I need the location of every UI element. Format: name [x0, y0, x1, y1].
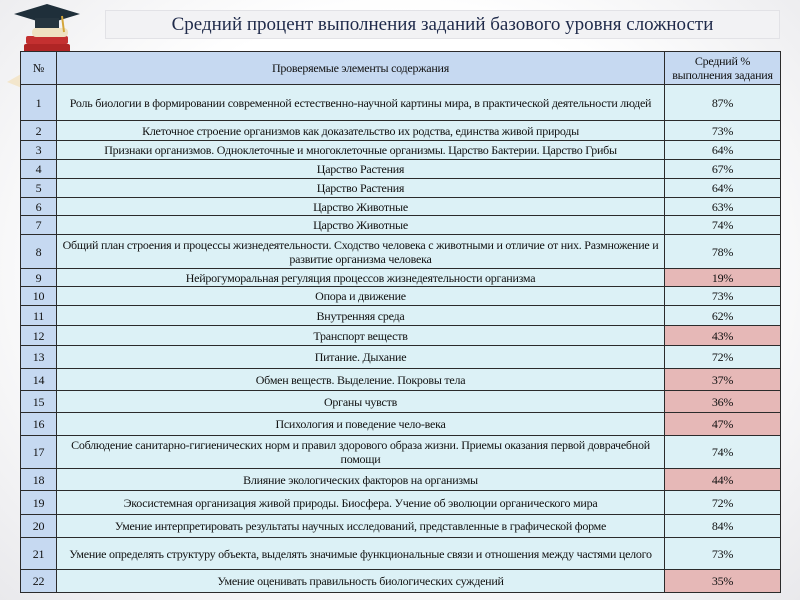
row-topic: Органы чувств: [57, 391, 665, 413]
row-topic: Нейрогуморальная регуляция процессов жизнедеятельности организма: [57, 269, 665, 287]
header-topic: Проверяемые элементы содержания: [57, 52, 665, 85]
row-number: 5: [21, 179, 57, 198]
table-row: [21, 369, 781, 391]
row-percent: 35%: [665, 570, 781, 593]
table-header-row: [21, 52, 781, 85]
row-percent: 73%: [665, 538, 781, 570]
row-percent: 74%: [665, 216, 781, 235]
row-topic: Транспорт веществ: [57, 326, 665, 346]
row-percent: 62%: [665, 306, 781, 326]
row-percent: 64%: [665, 179, 781, 198]
row-topic: Признаки организмов. Одноклеточные и многоклеточные организмы. Царство Бактерии. Царство Грибы: [57, 141, 665, 160]
row-topic: Царство Растения: [57, 160, 665, 179]
row-topic: Умение интерпретировать результаты научных исследований, представленные в графической форме: [57, 515, 665, 538]
row-topic: Экосистемная организация живой природы. Биосфера. Учение об эволюции органического мира: [57, 491, 665, 515]
row-number: 9: [21, 269, 57, 287]
row-topic: Умение определять структуру объекта, выделять значимые функциональные связи и отношения между частями целого: [57, 538, 665, 570]
row-topic: Умение оценивать правильность биологических суждений: [57, 570, 665, 593]
table-row: [21, 436, 781, 469]
row-number: 14: [21, 369, 57, 391]
row-number: 15: [21, 391, 57, 413]
row-number: 7: [21, 216, 57, 235]
row-percent: 37%: [665, 369, 781, 391]
row-topic: Царство Животные: [57, 198, 665, 216]
row-number: 20: [21, 515, 57, 538]
row-number: 16: [21, 413, 57, 436]
row-number: 10: [21, 287, 57, 306]
row-percent: 63%: [665, 198, 781, 216]
row-topic: Роль биологии в формировании современной естественно-научной картины мира, в практической деятельности людей: [57, 85, 665, 121]
row-percent: 72%: [665, 491, 781, 515]
results-table: [20, 51, 781, 593]
row-topic: Влияние экологических факторов на организмы: [57, 469, 665, 491]
row-number: 8: [21, 235, 57, 269]
table-row: [21, 85, 781, 121]
table-row: [21, 391, 781, 413]
table-row: [21, 235, 781, 269]
row-percent: 78%: [665, 235, 781, 269]
row-percent: 64%: [665, 141, 781, 160]
table-row: [21, 469, 781, 491]
row-topic: Психология и поведение чело-века: [57, 413, 665, 436]
row-number: 3: [21, 141, 57, 160]
table-row: [21, 413, 781, 436]
table-row: [21, 198, 781, 216]
table-row: [21, 216, 781, 235]
table-row: [21, 491, 781, 515]
row-percent: 73%: [665, 121, 781, 141]
table-row: [21, 121, 781, 141]
row-topic: Внутренняя среда: [57, 306, 665, 326]
row-percent: 43%: [665, 326, 781, 346]
row-topic: Клеточное строение организмов как доказательство их родства, единства живой природы: [57, 121, 665, 141]
table-row: [21, 269, 781, 287]
row-percent: 72%: [665, 346, 781, 369]
row-number: 2: [21, 121, 57, 141]
row-number: 11: [21, 306, 57, 326]
row-percent: 74%: [665, 436, 781, 469]
row-number: 22: [21, 570, 57, 593]
table-row: [21, 306, 781, 326]
table-row: [21, 346, 781, 369]
table-row: [21, 160, 781, 179]
row-percent: 36%: [665, 391, 781, 413]
row-number: 12: [21, 326, 57, 346]
row-percent: 44%: [665, 469, 781, 491]
header-number: №: [21, 52, 57, 85]
row-topic: Общий план строения и процессы жизнедеятельности. Сходство человека с животными и отличие от них. Размножение и развитие организма человека: [57, 235, 665, 269]
row-percent: 67%: [665, 160, 781, 179]
row-percent: 19%: [665, 269, 781, 287]
row-number: 1: [21, 85, 57, 121]
table-row: [21, 141, 781, 160]
row-topic: Царство Растения: [57, 179, 665, 198]
row-number: 13: [21, 346, 57, 369]
row-topic: Питание. Дыхание: [57, 346, 665, 369]
row-percent: 47%: [665, 413, 781, 436]
table-row: [21, 287, 781, 306]
row-topic: Царство Животные: [57, 216, 665, 235]
row-topic: Соблюдение санитарно-гигиенических норм и правил здорового образа жизни. Приемы оказания первой доврачебной помощи: [57, 436, 665, 469]
row-percent: 84%: [665, 515, 781, 538]
table-row: [21, 179, 781, 198]
table-row: [21, 570, 781, 593]
row-number: 6: [21, 198, 57, 216]
row-topic: Опора и движение: [57, 287, 665, 306]
header-percent: Средний % выполнения задания: [665, 52, 781, 85]
row-topic: Обмен веществ. Выделение. Покровы тела: [57, 369, 665, 391]
slide-title: Средний процент выполнения заданий базового уровня сложности: [105, 10, 780, 39]
table-row: [21, 515, 781, 538]
row-percent: 73%: [665, 287, 781, 306]
row-percent: 87%: [665, 85, 781, 121]
row-number: 4: [21, 160, 57, 179]
row-number: 19: [21, 491, 57, 515]
table-row: [21, 326, 781, 346]
row-number: 17: [21, 436, 57, 469]
table-row: [21, 538, 781, 570]
row-number: 21: [21, 538, 57, 570]
row-number: 18: [21, 469, 57, 491]
